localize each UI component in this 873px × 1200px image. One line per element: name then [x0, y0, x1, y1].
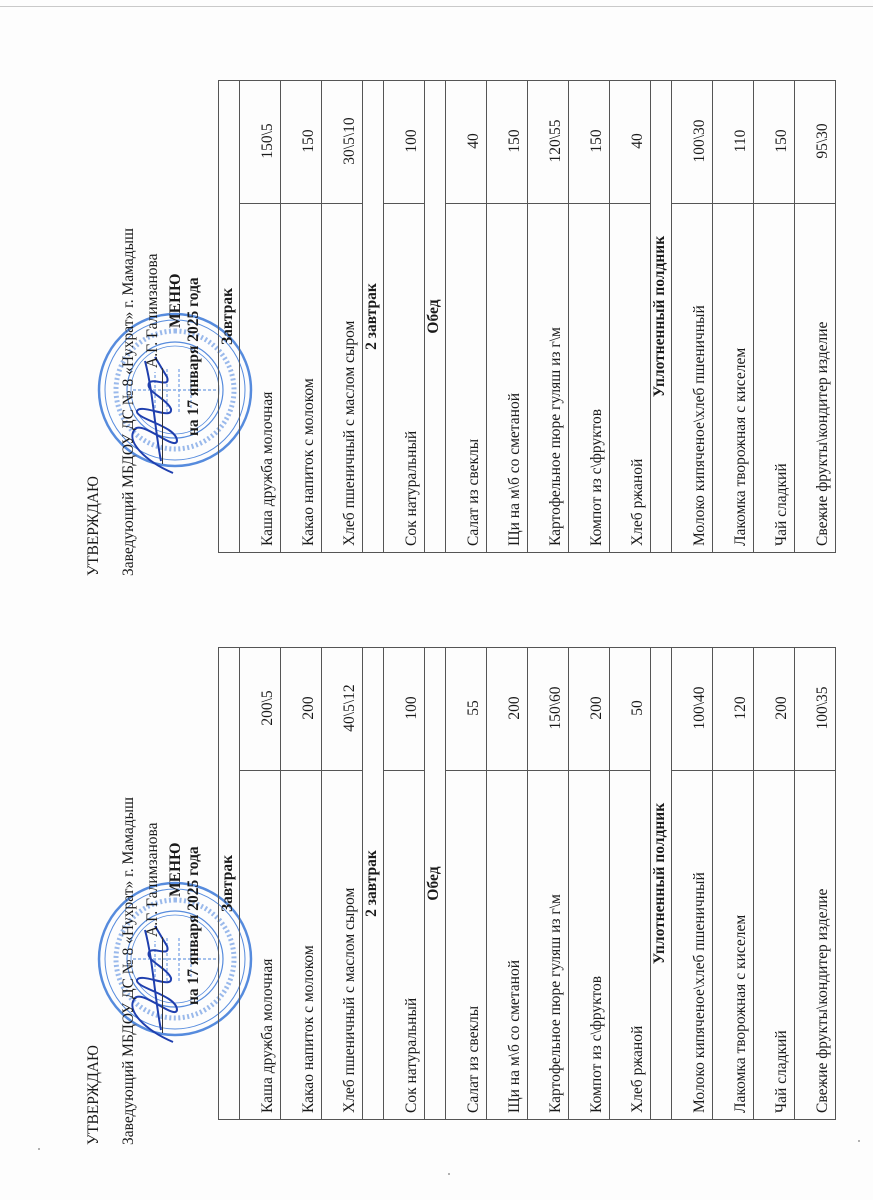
dish-name: Щи на м\б со сметаной: [487, 771, 528, 1120]
dish-name: Молоко кипяченое\хлеб пшеничный: [672, 771, 713, 1120]
approver-name: А.Г. Галимзанова: [144, 253, 161, 368]
dish-portion: 100\40: [672, 648, 713, 771]
dish-portion: 150\60: [528, 648, 569, 771]
section-title: Обед: [425, 648, 446, 1120]
table-row: [795, 648, 836, 1120]
dish-name: Компот из с\фруктов: [569, 771, 610, 1120]
section-row: [651, 81, 672, 553]
dish-name: Чай сладкий: [754, 771, 795, 1120]
table-row: [672, 648, 713, 1120]
dish-name: Какао напиток с молоком: [281, 204, 322, 553]
approval-label: УТВЕРЖДАЮ: [85, 1045, 102, 1145]
dish-name: Чай сладкий: [754, 204, 795, 553]
section-title: Уплотненный полдник: [651, 81, 672, 553]
table-row: [528, 648, 569, 1120]
dish-name: Щи на м\б со сметаной: [487, 204, 528, 553]
table-row: [281, 648, 322, 1120]
dish-portion: 40: [610, 81, 651, 204]
section-row: [363, 81, 384, 553]
dish-portion: 95\30: [795, 81, 836, 204]
dish-portion: 30\5\10: [322, 81, 363, 204]
dish-name: Лакомка творожная с киселем: [713, 771, 754, 1120]
dish-portion: 50: [610, 648, 651, 771]
approval-label: УТВЕРЖДАЮ: [85, 476, 102, 576]
table-row: [384, 648, 425, 1120]
dish-portion: 55: [446, 648, 487, 771]
dish-portion: 200: [754, 648, 795, 771]
table-row: [795, 81, 836, 553]
table-row: [281, 81, 322, 553]
table-row: [713, 81, 754, 553]
dish-portion: 100\30: [672, 81, 713, 204]
menu-table: [218, 80, 836, 553]
section-title: 2 завтрак: [363, 648, 384, 1120]
signature-line: [162, 368, 163, 464]
table-row: [713, 648, 754, 1120]
dish-name: Молоко кипяченое\хлеб пшеничный: [672, 204, 713, 553]
section-row: [425, 81, 446, 553]
dish-name: Лакомка творожная с киселем: [713, 204, 754, 553]
dish-name: Свежие фрукты\кондитер изделие: [795, 204, 836, 553]
table-row: [672, 81, 713, 553]
table-row: [487, 648, 528, 1120]
table-row: [610, 81, 651, 553]
dish-portion: 200: [487, 648, 528, 771]
section-row: [651, 648, 672, 1120]
approver-name: А.Г. Галимзанова: [144, 822, 161, 937]
dish-portion: 150: [487, 81, 528, 204]
dish-name: Картофельное пюре гуляш из г\м: [528, 204, 569, 553]
dish-name: Компот из с\фруктов: [569, 204, 610, 553]
dish-portion: 120: [713, 648, 754, 771]
dish-name: Салат из свеклы: [446, 204, 487, 553]
table-row: [384, 81, 425, 553]
dish-name: Сок натуральный: [384, 204, 425, 553]
table-row: [569, 81, 610, 553]
document-title: МЕНЮ: [167, 273, 184, 328]
table-row: [446, 648, 487, 1120]
dish-name: Хлеб ржаной: [610, 771, 651, 1120]
section-row: [425, 648, 446, 1120]
section-title: Завтрак: [219, 648, 240, 1120]
dish-portion: 150: [754, 81, 795, 204]
dish-name: Картофельное пюре гуляш из г\м: [528, 771, 569, 1120]
dish-portion: 100: [384, 81, 425, 204]
dish-name: Свежие фрукты\кондитер изделие: [795, 771, 836, 1120]
table-row: [610, 648, 651, 1120]
dish-portion: 200\5: [240, 648, 281, 771]
dish-portion: 150: [569, 81, 610, 204]
table-row: [322, 648, 363, 1120]
dish-portion: 110: [713, 81, 754, 204]
menu-table: [218, 647, 836, 1120]
table-row: [487, 81, 528, 553]
dish-portion: 40: [446, 81, 487, 204]
menu-copy-2: [0, 16, 873, 576]
table-row: [528, 81, 569, 553]
section-title: Обед: [425, 81, 446, 553]
section-row: [219, 81, 240, 553]
section-row: [363, 648, 384, 1120]
dish-name: Салат из свеклы: [446, 771, 487, 1120]
table-row: [754, 648, 795, 1120]
table-row: [240, 81, 281, 553]
document-title: МЕНЮ: [167, 842, 184, 897]
dish-portion: 200: [281, 648, 322, 771]
dish-portion: 120\55: [528, 81, 569, 204]
section-row: [219, 648, 240, 1120]
menu-copy-1: [0, 585, 873, 1145]
dish-name: Сок натуральный: [384, 771, 425, 1120]
signature-line: [162, 937, 163, 1033]
dish-name: Каша дружба молочная: [240, 204, 281, 553]
table-row: [569, 648, 610, 1120]
dish-portion: 200: [569, 648, 610, 771]
section-title: Уплотненный полдник: [651, 648, 672, 1120]
table-row: [754, 81, 795, 553]
dish-portion: 100\35: [795, 648, 836, 771]
approver-position: Заведующий МБДОУ ДС № 8 «Нухрат» г. Мамадыш: [120, 228, 137, 576]
dish-name: Хлеб пшеничный с маслом сыром: [322, 771, 363, 1120]
section-title: Завтрак: [219, 81, 240, 553]
dish-portion: 40\5\12: [322, 648, 363, 771]
table-row: [322, 81, 363, 553]
dish-name: Какао напиток с молоком: [281, 771, 322, 1120]
dish-name: Хлеб ржаной: [610, 204, 651, 553]
approver-position: Заведующий МБДОУ ДС № 8 «Нухрат» г. Мамадыш: [120, 797, 137, 1145]
dish-portion: 150: [281, 81, 322, 204]
menu-date: на 17 января 2025 года: [185, 846, 202, 1005]
dish-name: Каша дружба молочная: [240, 771, 281, 1120]
table-row: [446, 81, 487, 553]
dish-portion: 100: [384, 648, 425, 771]
section-title: 2 завтрак: [363, 81, 384, 553]
menu-date: на 17 января 2025 года: [185, 277, 202, 436]
dish-name: Хлеб пшеничный с маслом сыром: [322, 204, 363, 553]
table-row: [240, 648, 281, 1120]
dish-portion: 150\5: [240, 81, 281, 204]
